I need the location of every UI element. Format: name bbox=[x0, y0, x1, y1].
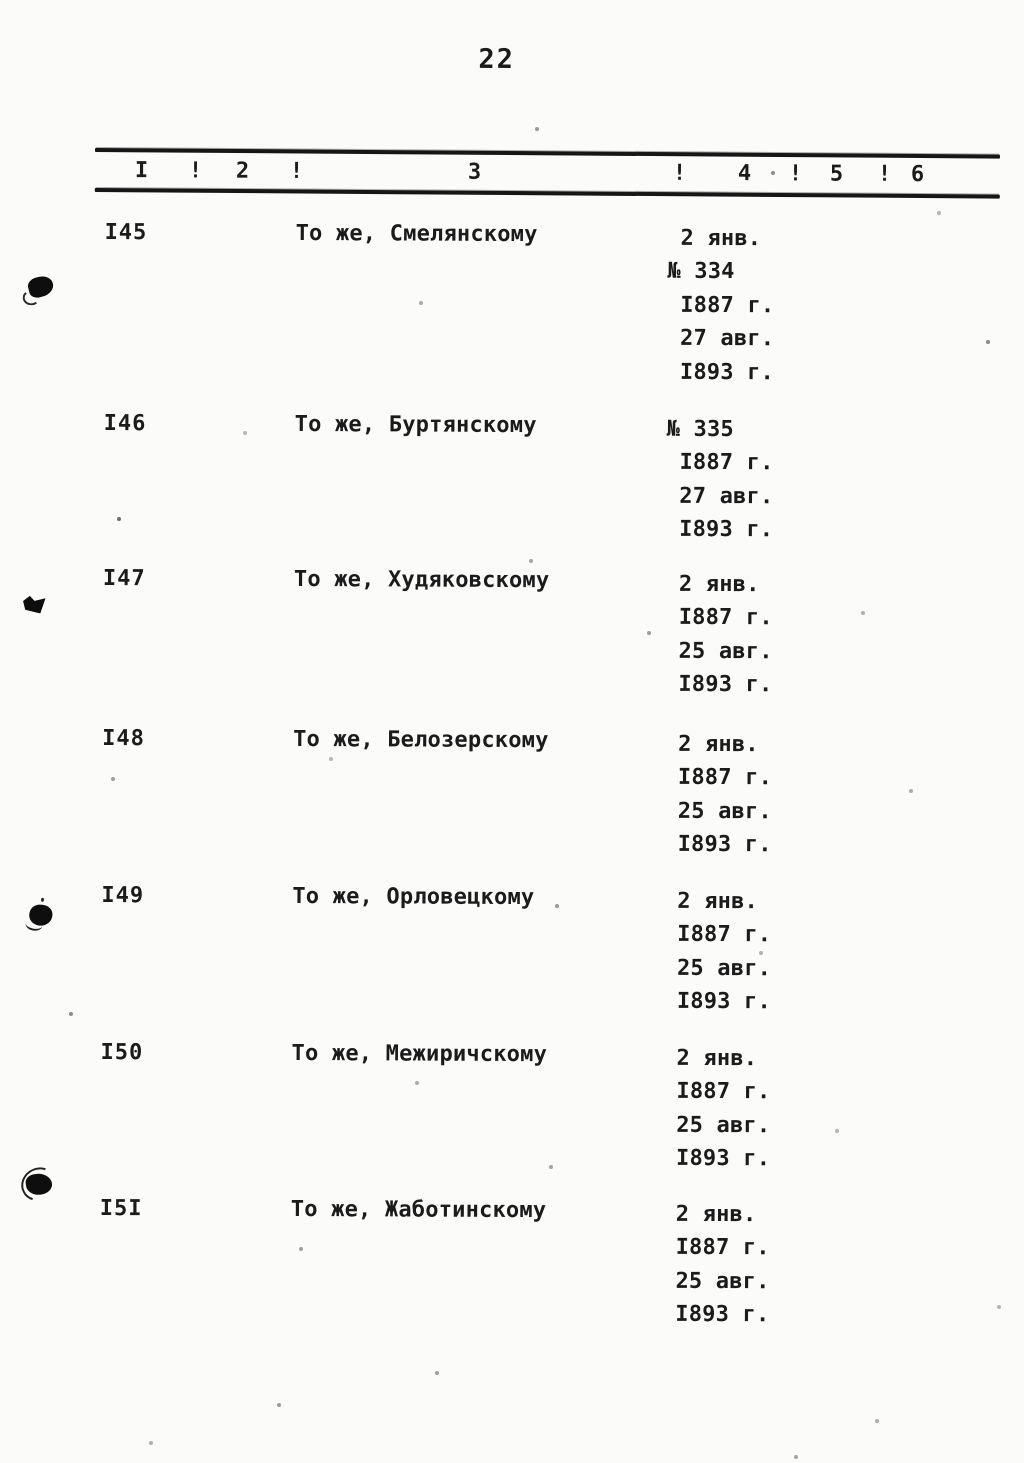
row-dates bbox=[676, 1046, 771, 1180]
row-dates bbox=[677, 889, 772, 1023]
date-line: 27 авг. bbox=[679, 483, 774, 510]
column-separator: ! bbox=[188, 158, 203, 184]
table-row bbox=[0, 566, 1022, 698]
date-line: 25 авг. bbox=[676, 1112, 771, 1139]
column-header-4: 4 bbox=[737, 161, 752, 187]
row-number: I48 bbox=[102, 726, 145, 752]
row-number: I45 bbox=[104, 220, 148, 246]
date-line: I893 г. bbox=[679, 359, 775, 385]
date-line: I893 г. bbox=[678, 672, 773, 698]
table-row bbox=[0, 883, 1020, 1015]
date-line: I887 г. bbox=[675, 1235, 770, 1261]
date-line: I893 г. bbox=[676, 989, 772, 1015]
table-row bbox=[0, 1040, 1020, 1172]
page-number: 22 bbox=[478, 43, 516, 76]
row-number: I47 bbox=[102, 566, 146, 592]
date-line: 2 янв. bbox=[676, 1045, 758, 1072]
row-dates bbox=[667, 225, 775, 393]
column-header-3: 3 bbox=[467, 159, 482, 185]
date-line: 2 янв. bbox=[678, 731, 759, 758]
date-line: 2 янв. bbox=[678, 571, 760, 598]
row-title: То же, Белозерскому bbox=[293, 726, 549, 754]
date-line: 25 авг. bbox=[676, 955, 772, 982]
table-row bbox=[0, 220, 1024, 385]
date-line: I887 г. bbox=[676, 1079, 771, 1105]
date-line: I887 г. bbox=[677, 765, 773, 791]
row-number: I5I bbox=[99, 1196, 143, 1222]
row-dates bbox=[666, 416, 774, 551]
date-line: 2 янв. bbox=[680, 225, 762, 252]
row-dates bbox=[678, 572, 773, 706]
table-row bbox=[0, 1195, 1019, 1328]
date-line: I887 г. bbox=[677, 922, 772, 948]
date-line: 25 авг. bbox=[675, 1268, 770, 1295]
date-line: 2 янв. bbox=[677, 888, 759, 915]
date-line: 25 авг. bbox=[677, 798, 772, 825]
table-header-rule-bottom bbox=[95, 188, 1000, 199]
date-line: I893 г. bbox=[675, 1301, 770, 1328]
row-title: То же, Межиричскому bbox=[291, 1040, 548, 1068]
date-line: I887 г. bbox=[679, 450, 774, 476]
column-separator: ! bbox=[672, 160, 687, 186]
row-title: То же, Орловецкому bbox=[292, 883, 535, 911]
date-line: I887 г. bbox=[678, 605, 773, 631]
column-header-5: 5 bbox=[829, 161, 844, 187]
date-line: 27 авг. bbox=[680, 326, 775, 352]
row-title: То же, Худяковскому bbox=[293, 566, 550, 594]
row-number: I46 bbox=[103, 411, 147, 437]
date-line: I893 г. bbox=[679, 517, 774, 543]
table-row bbox=[0, 726, 1021, 858]
date-line: 25 авг. bbox=[678, 638, 773, 665]
date-line: I893 г. bbox=[676, 1145, 771, 1172]
column-header-1: I bbox=[134, 158, 149, 184]
row-number: I49 bbox=[101, 883, 145, 909]
column-separator: ! bbox=[788, 161, 803, 187]
date-line: № 335 bbox=[666, 416, 734, 443]
column-separator: ! bbox=[877, 161, 892, 187]
date-line: I887 г. bbox=[680, 292, 775, 319]
row-dates bbox=[675, 1202, 770, 1336]
column-header-6: 6 bbox=[910, 161, 925, 188]
ink-blot bbox=[25, 1172, 54, 1196]
date-line: I893 г. bbox=[677, 832, 772, 858]
ink-blot bbox=[26, 274, 55, 299]
column-header-2: 2 bbox=[235, 158, 250, 184]
row-number: I50 bbox=[100, 1040, 144, 1066]
row-title: То же, Буртянскому bbox=[294, 411, 537, 439]
column-separator: ! bbox=[289, 158, 304, 184]
date-line: № 334 bbox=[667, 259, 735, 285]
ink-blot bbox=[28, 903, 54, 928]
row-dates bbox=[678, 732, 773, 866]
table-header-rule-top bbox=[95, 148, 1000, 159]
row-title: То же, Смелянскому bbox=[295, 220, 538, 248]
ink-blot bbox=[22, 595, 46, 614]
date-line: 2 янв. bbox=[675, 1201, 757, 1228]
table-row bbox=[0, 411, 1023, 543]
row-title: То же, Жаботинскому bbox=[290, 1196, 547, 1224]
